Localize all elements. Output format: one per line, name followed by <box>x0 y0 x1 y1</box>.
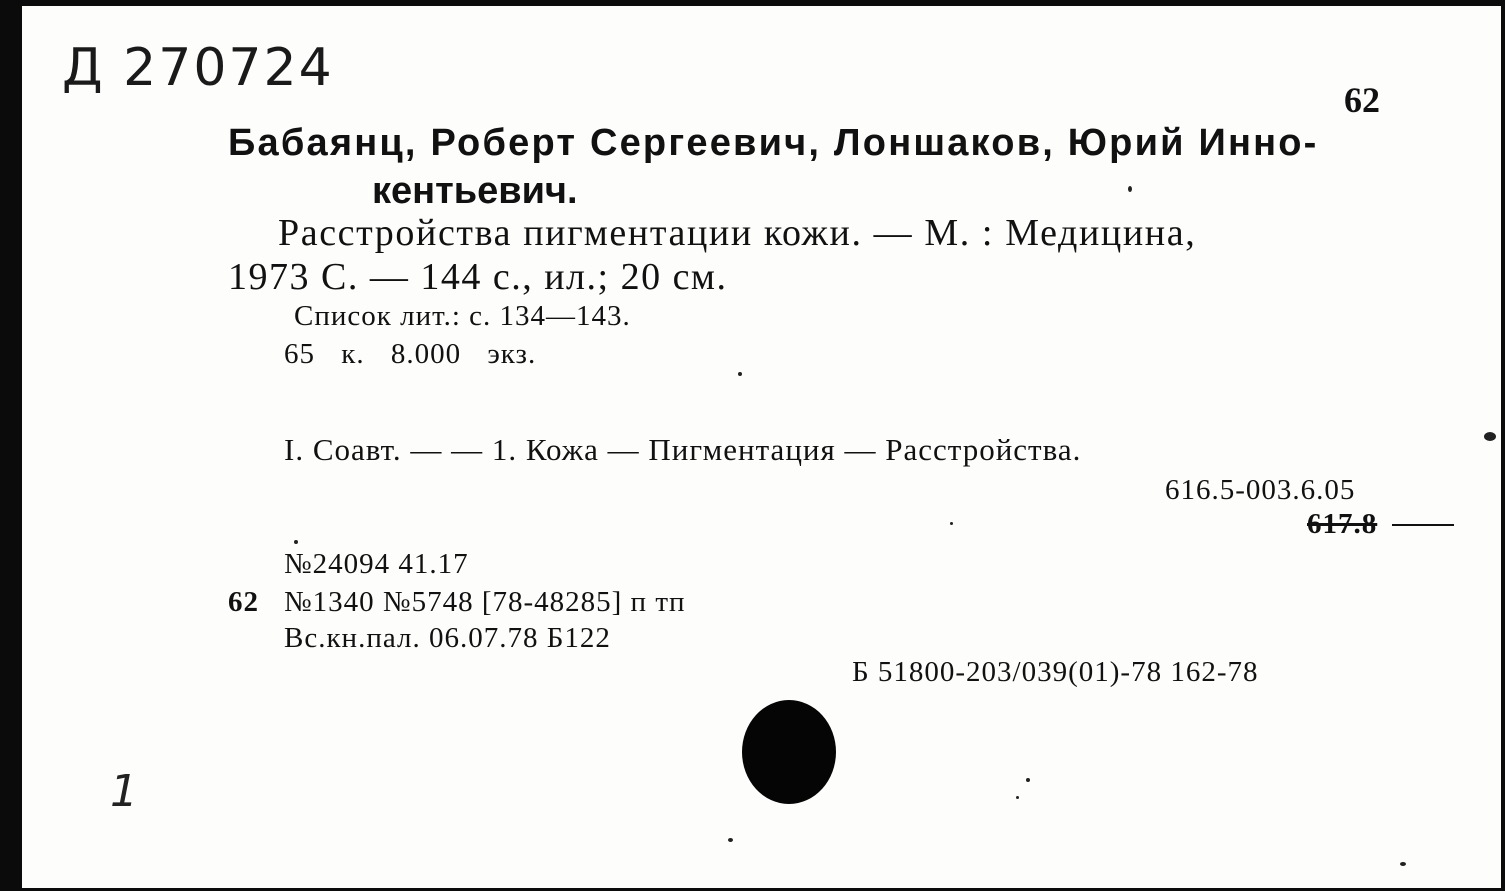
strike-line <box>1392 524 1454 526</box>
catalog-number-left: 62 <box>228 586 259 618</box>
notes-price: 65 к. 8.000 экз. <box>284 338 537 370</box>
udc-struck: 617.8 <box>1307 508 1378 540</box>
ink-speck <box>1400 862 1406 866</box>
ink-speck <box>294 540 298 544</box>
chamber-line: Вс.кн.пал. 06.07.78 Б122 <box>284 622 611 654</box>
notes-bibliography: Список лит.: с. 134—143. <box>294 300 631 332</box>
punch-hole <box>742 700 836 804</box>
title-line-2: 1973 С. — 144 с., ил.; 20 см. <box>228 256 728 298</box>
print-line: №1340 №5748 [78-48285] п тп <box>284 586 686 618</box>
order-number: №24094 41.17 <box>284 548 469 580</box>
ink-speck <box>738 372 742 376</box>
card-number: 62 <box>1344 80 1380 120</box>
inventory-mark: Д 270724 <box>62 38 334 98</box>
ink-speck <box>1128 186 1132 192</box>
ink-speck <box>1026 778 1030 782</box>
ink-speck <box>1484 432 1496 441</box>
author-line-1: Бабаянц, Роберт Сергеевич, Лоншаков, Юрий Инно- <box>228 122 1319 164</box>
tracings: I. Соавт. — — 1. Кожа — Пигментация — Расстройства. <box>284 432 1082 467</box>
udc-primary: 616.5-003.6.05 <box>1165 474 1356 506</box>
title-line-1: Расстройства пигментации кожи. — М. : Медицина, <box>278 212 1197 254</box>
ink-speck <box>1016 796 1019 799</box>
index-code: Б 51800-203/039(01)-78 162-78 <box>852 656 1259 688</box>
ink-speck <box>950 522 953 525</box>
handwritten-mark: 1 <box>110 766 138 817</box>
ink-speck <box>728 838 733 842</box>
author-line-2: кентьевич. <box>372 170 578 212</box>
